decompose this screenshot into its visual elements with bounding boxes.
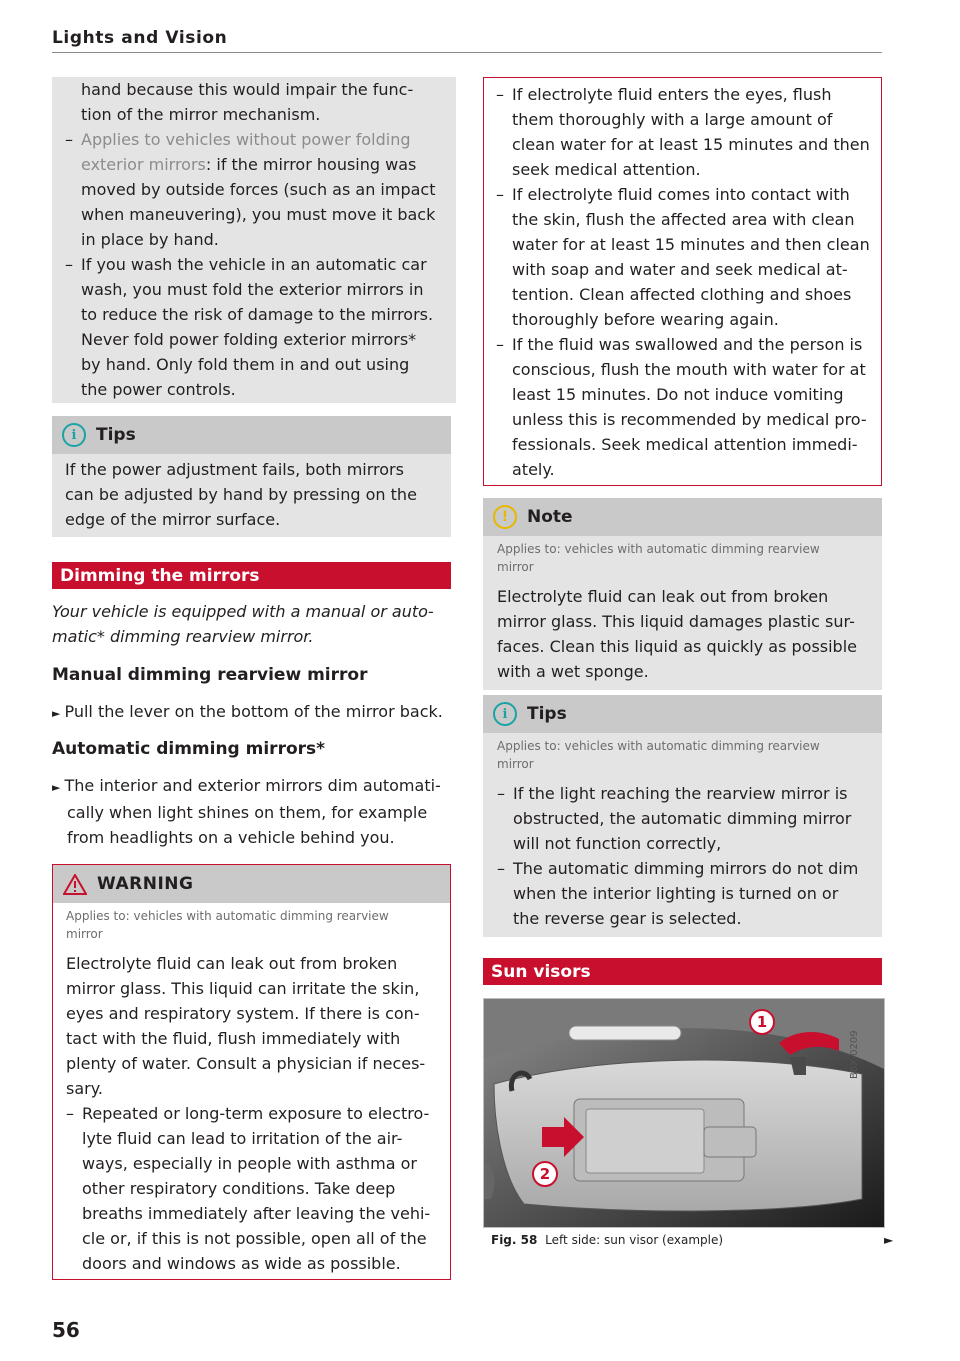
exclamation-icon: ! — [493, 505, 517, 529]
applies-to-line: mirror — [66, 927, 103, 941]
warning-body — [53, 903, 450, 1276]
applies-to-text: Applies to vehicles without power folding — [81, 130, 411, 149]
item-text: the skin, flush the affected area with clean — [512, 210, 855, 229]
item-text: water for at least 15 minutes and then clean — [512, 235, 870, 254]
dash-glyph: – — [65, 130, 73, 149]
item-text: when maneuvering), you must move it back — [81, 205, 436, 224]
item-text: If the fluid was swallowed and the person is — [512, 335, 863, 354]
tips-body — [483, 733, 882, 937]
figure-caption-text: Left side: sun visor (example) — [545, 1233, 724, 1247]
intro-line: Your vehicle is equipped with a manual or auto- — [52, 602, 434, 621]
list-item — [65, 127, 449, 252]
item-text: ways, especially in people with asthma or — [82, 1154, 417, 1173]
item-text: Repeated or long-term exposure to electro- — [82, 1104, 430, 1123]
header-rule — [52, 52, 882, 53]
intro-line: matic* dimming rearview mirror. — [52, 627, 314, 646]
list-item — [496, 82, 871, 182]
sun-visor-figure — [483, 998, 885, 1228]
step-text: The interior and exterior mirrors dim automati- — [64, 776, 441, 795]
item-text: conscious, flush the mouth with water for at — [512, 360, 866, 379]
warning-box — [52, 864, 451, 1280]
warning-line: sary. — [66, 1079, 103, 1098]
section-title: Lights and Vision — [52, 28, 228, 48]
item-text: If electrolyte fluid enters the eyes, flush — [512, 85, 832, 104]
item-text: in place by hand. — [81, 230, 219, 249]
item-text: by hand. Only fold them in and out using — [81, 355, 410, 374]
note-box — [483, 498, 882, 690]
item-text: fessionals. Seek medical attention immedi- — [512, 435, 858, 454]
item-text: the power controls. — [81, 380, 236, 399]
item-text: unless this is recommended by medical pro- — [512, 410, 867, 429]
item-text: obstructed, the automatic dimming mirror — [513, 809, 852, 828]
manual-dimming-heading: Manual dimming rearview mirror — [52, 665, 368, 685]
figure-caption — [491, 1233, 723, 1247]
mirror-folding-box — [52, 77, 456, 403]
warning-header — [53, 865, 450, 903]
info-icon: i — [493, 702, 517, 726]
callout-2: 2 — [532, 1161, 558, 1187]
step-text: cally when light shines on them, for example — [67, 803, 428, 822]
item-text: breaths immediately after leaving the vehi- — [82, 1204, 431, 1223]
warning-line: tact with the fluid, flush immediately with — [66, 1029, 401, 1048]
warning-line: Electrolyte fluid can leak out from broken — [66, 954, 398, 973]
item-text: doors and windows as wide as possible. — [82, 1254, 401, 1273]
continued-line: hand because this would impair the func- — [81, 80, 414, 99]
item-text: will not function correctly, — [513, 834, 722, 853]
dash-glyph: – — [496, 335, 504, 354]
item-text: Never fold power folding exterior mirrors* — [81, 330, 417, 349]
callout-1: 1 — [749, 1009, 775, 1035]
applies-to-line: mirror — [497, 757, 534, 771]
note-header — [483, 498, 882, 536]
manual-step — [52, 699, 451, 726]
section-heading-dimming: Dimming the mirrors — [52, 562, 451, 589]
tips-header — [52, 416, 451, 454]
figure-label: Fig. 58 — [491, 1233, 538, 1247]
step-marker: ► — [52, 707, 61, 720]
item-text: If you wash the vehicle in an automatic car — [81, 255, 427, 274]
applies-to-line: Applies to: vehicles with automatic dimming rearview — [497, 542, 820, 556]
section-heading-sun-visors: Sun visors — [483, 958, 882, 985]
item-text: other respiratory conditions. Take deep — [82, 1179, 396, 1198]
applies-to-text: exterior mirrors — [81, 155, 206, 174]
item-text: cle or, if this is not possible, open all of the — [82, 1229, 427, 1248]
dash-glyph: – — [497, 859, 505, 878]
step-marker: ► — [52, 781, 61, 794]
warning-triangle-icon — [63, 874, 87, 895]
item-text: wash, you must fold the exterior mirrors in — [81, 280, 424, 299]
dash-glyph: – — [496, 85, 504, 104]
dash-glyph: – — [496, 185, 504, 204]
note-line: mirror glass. This liquid damages plastic sur- — [497, 612, 855, 631]
item-text: ately. — [512, 460, 555, 479]
warning-title: WARNING — [97, 874, 194, 894]
item-text: least 15 minutes. Do not induce vomiting — [512, 385, 844, 404]
list-item — [497, 781, 872, 856]
item-text: tention. Clean affected clothing and shoes — [512, 285, 852, 304]
tips-title: Tips — [527, 704, 567, 724]
item-text: them thoroughly with a large amount of — [512, 110, 833, 129]
item-text: with soap and water and seek medical at- — [512, 260, 848, 279]
warning-continuation-box — [483, 77, 882, 486]
item-text: moved by outside forces (such as an impact — [81, 180, 436, 199]
tips-line: If the power adjustment fails, both mirrors — [65, 460, 404, 479]
tips-line: edge of the mirror surface. — [65, 510, 281, 529]
info-icon: i — [62, 423, 86, 447]
item-text: clean water for at least 15 minutes and then — [512, 135, 870, 154]
warning-line: eyes and respiratory system. If there is con- — [66, 1004, 420, 1023]
item-text: lyte fluid can lead to irritation of the air- — [82, 1129, 403, 1148]
continued-line: tion of the mirror mechanism. — [81, 105, 321, 124]
item-text: the reverse gear is selected. — [513, 909, 742, 928]
step-text: Pull the lever on the bottom of the mirror back. — [64, 702, 443, 721]
dimming-intro — [52, 599, 451, 649]
list-item — [496, 182, 871, 332]
applies-to-line: mirror — [497, 560, 534, 574]
applies-to-line: Applies to: vehicles with automatic dimming rearview — [497, 739, 820, 753]
item-text: to reduce the risk of damage to the mirrors. — [81, 305, 434, 324]
item-text: If the light reaching the rearview mirror is — [513, 784, 848, 803]
step-text: from headlights on a vehicle behind you. — [67, 828, 395, 847]
page-number: 56 — [52, 1318, 80, 1342]
auto-dimming-heading: Automatic dimming mirrors* — [52, 739, 326, 759]
tips-header — [483, 695, 882, 733]
item-text: when the interior lighting is turned on or — [513, 884, 839, 903]
dash-glyph: – — [65, 255, 73, 274]
note-body — [483, 536, 882, 690]
warning-line: mirror glass. This liquid can irritate the skin, — [66, 979, 420, 998]
note-title: Note — [527, 507, 573, 527]
list-item — [65, 252, 449, 402]
tips-title: Tips — [96, 425, 136, 445]
item-text: The automatic dimming mirrors do not dim — [513, 859, 859, 878]
list-item — [66, 1101, 440, 1276]
applies-to-line: Applies to: vehicles with automatic dimming rearview — [66, 909, 389, 923]
tips-box — [52, 416, 451, 537]
list-item — [496, 332, 871, 482]
note-line: faces. Clean this liquid as quickly as possible — [497, 637, 857, 656]
item-text: seek medical attention. — [512, 160, 701, 179]
item-text: thoroughly before wearing again. — [512, 310, 779, 329]
list-item — [497, 856, 872, 931]
tips-box-2 — [483, 695, 882, 937]
warning-line: plenty of water. Consult a physician if neces- — [66, 1054, 426, 1073]
dash-glyph: – — [66, 1104, 74, 1123]
dash-glyph: – — [497, 784, 505, 803]
tips-body — [52, 454, 451, 537]
note-line: Electrolyte fluid can leak out from broken — [497, 587, 829, 606]
auto-step — [52, 773, 451, 850]
continue-arrow-icon: ► — [884, 1233, 894, 1247]
item-text: If electrolyte fluid comes into contact with — [512, 185, 850, 204]
note-line: with a wet sponge. — [497, 662, 649, 681]
item-text: : if the mirror housing was — [205, 155, 417, 174]
figure-code: B8X-0209 — [849, 1030, 860, 1079]
tips-line: can be adjusted by hand by pressing on the — [65, 485, 417, 504]
sun-visor-illustration — [484, 999, 884, 1227]
